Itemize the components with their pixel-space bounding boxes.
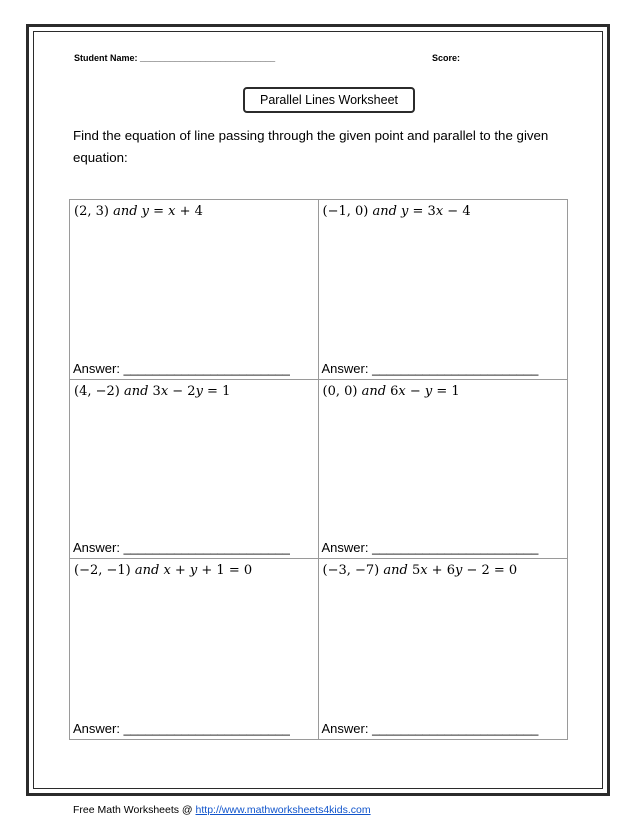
answer-line: Answer: _______________________ (73, 360, 290, 376)
problem-text: (−3, −7) 𝑎𝑛𝑑 5𝑥 + 6𝑦 − 2 = 0 (322, 563, 518, 579)
problem-cell (319, 200, 568, 380)
problem-text: (−2, −1) 𝑎𝑛𝑑 𝑥 + 𝑦 + 1 = 0 (74, 563, 253, 579)
footer-link[interactable]: http://www.mathworksheets4kids.com (195, 804, 371, 816)
answer-line: Answer: _______________________ (73, 540, 290, 556)
answer-line: Answer: _______________________ (321, 360, 539, 376)
problem-grid (69, 199, 568, 740)
problem-cell (70, 380, 319, 560)
problem-text: (0, 0) 𝑎𝑛𝑑 6𝑥 − 𝑦 = 1 (322, 383, 460, 399)
problem-text: (2, 3) 𝑎𝑛𝑑 𝑦 = 𝑥 + 4 (74, 204, 203, 219)
answer-line: Answer: _______________________ (321, 721, 539, 736)
instructions: Find the equation of line passing through the given point and parallel to the given equation: (73, 128, 549, 165)
answer-line: Answer: _______________________ (73, 721, 290, 736)
problem-cell (70, 559, 319, 739)
worksheet-title: Parallel Lines Worksheet (243, 87, 415, 113)
problem-cell (319, 380, 568, 560)
answer-line: Answer: _______________________ (321, 540, 539, 556)
student-name-field: Student Name: ___________________________ (74, 53, 276, 63)
score-field: Score: (432, 53, 461, 63)
problem-text: (4, −2) 𝑎𝑛𝑑 3𝑥 − 2𝑦 = 1 (74, 383, 231, 399)
problem-cell (70, 200, 319, 380)
footer (73, 804, 371, 816)
footer-prefix: Free Math Worksheets @ (73, 804, 196, 816)
problem-text: (−1, 0) 𝑎𝑛𝑑 𝑦 = 3𝑥 − 4 (322, 204, 471, 219)
problem-cell (319, 559, 568, 739)
